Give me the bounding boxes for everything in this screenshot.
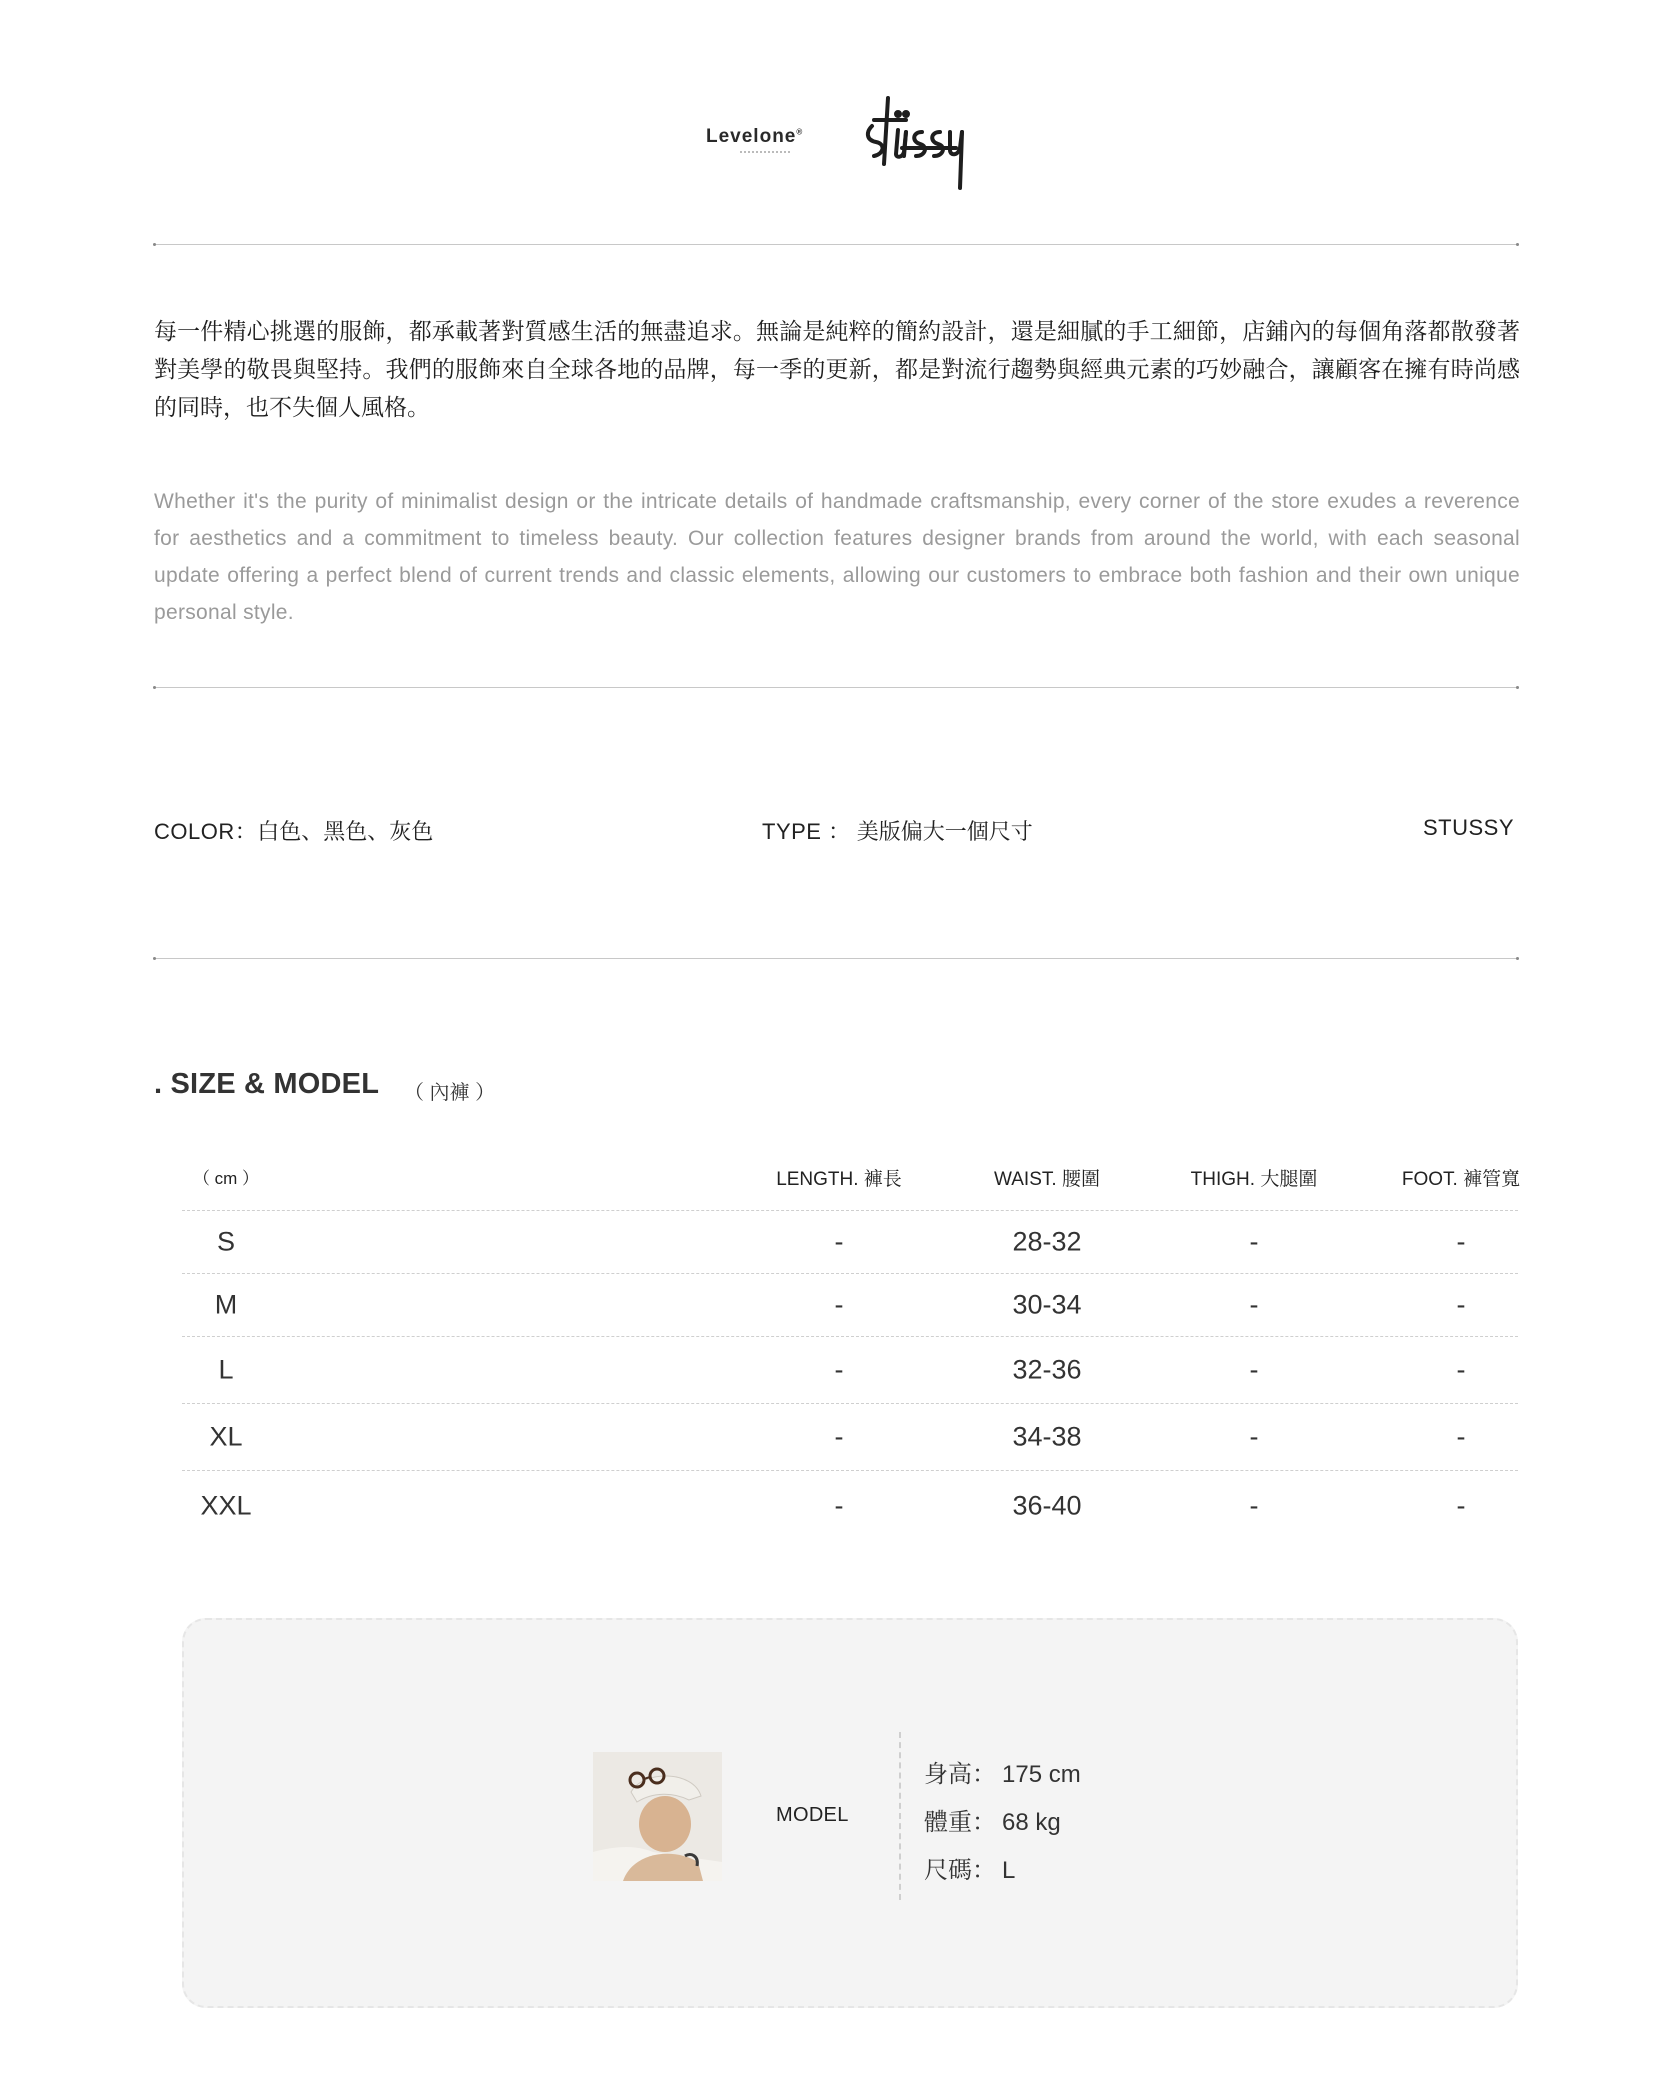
height-label: 身高： bbox=[924, 1761, 996, 1788]
section-title: . SIZE & MODEL bbox=[154, 1068, 380, 1100]
model-card bbox=[182, 1618, 1518, 2008]
column-header-thigh: THIGH. 大腿圍 bbox=[1190, 1169, 1318, 1190]
model-weight bbox=[924, 1802, 1061, 1837]
unit-label: （ cm ） bbox=[192, 1169, 260, 1188]
column-header-length: LENGTH. 褲長 bbox=[776, 1169, 902, 1190]
thigh-cell: - bbox=[1249, 1226, 1259, 1257]
type-label: TYPE ： bbox=[762, 819, 851, 844]
table-row bbox=[182, 1403, 1518, 1470]
height-value: 175 cm bbox=[1002, 1761, 1081, 1788]
size-value: L bbox=[1002, 1857, 1016, 1884]
color-label: COLOR： bbox=[154, 819, 258, 844]
waist-cell: 30-34 bbox=[1012, 1289, 1082, 1320]
thigh-cell: - bbox=[1249, 1490, 1259, 1521]
table-row bbox=[182, 1470, 1518, 1541]
column-header-foot: FOOT. 褲管寬 bbox=[1401, 1169, 1521, 1190]
length-cell: - bbox=[834, 1226, 844, 1257]
model-label: MODEL bbox=[776, 1804, 849, 1826]
length-cell: - bbox=[834, 1354, 844, 1385]
waist-cell: 28-32 bbox=[1012, 1226, 1082, 1257]
type-value: 美版偏大一個尺寸 bbox=[856, 819, 1033, 844]
table-row bbox=[182, 1273, 1518, 1336]
thigh-cell: - bbox=[1249, 1354, 1259, 1385]
waist-cell: 32-36 bbox=[1012, 1354, 1082, 1385]
size-label: 尺碼： bbox=[924, 1857, 996, 1884]
thigh-cell: - bbox=[1249, 1289, 1259, 1320]
description-english: Whether it's the purity of minimalist design or the intricate details of handmade craftsmanship, every corner of the store exudes a reverence for aesthetics and a commitment to timeless beauty. Our collection features designer brands from around the world, with each seasonal update offering a perfect blend of current trends and classic elements, allowing our customers to embrace both fashion and their own unique personal style. bbox=[154, 490, 1520, 624]
table-row bbox=[182, 1336, 1518, 1403]
size-cell: XXL bbox=[200, 1490, 252, 1521]
brand-name: STUSSY bbox=[1422, 815, 1514, 840]
foot-cell: - bbox=[1456, 1289, 1466, 1320]
size-cell: L bbox=[218, 1354, 234, 1385]
waist-cell: 36-40 bbox=[1012, 1490, 1082, 1521]
foot-cell: - bbox=[1456, 1490, 1466, 1521]
description-chinese: 每一件精心挑選的服飾，都承載著對質感生活的無盡追求。無論是純粹的簡約設計，還是細膩的手工細節，店鋪內的每個角落都散發著對美學的敬畏與堅持。我們的服飾來自全球各地的品牌，每一季的更新，都是對流行趨勢與經典元素的巧妙融合，讓顧客在擁有時尚感的同時，也不失個人風格。 bbox=[154, 318, 1520, 420]
weight-label: 體重： bbox=[924, 1809, 996, 1836]
levelone-logo-text: Levelone bbox=[706, 126, 797, 147]
model-height bbox=[924, 1754, 1081, 1789]
divider bbox=[154, 244, 1518, 245]
divider bbox=[154, 958, 1518, 959]
size-cell: S bbox=[216, 1226, 235, 1257]
vertical-divider bbox=[899, 1732, 901, 1900]
column-header-waist: WAIST. 腰圍 bbox=[994, 1169, 1100, 1190]
stussy-logo bbox=[862, 92, 978, 196]
model-photo bbox=[593, 1752, 722, 1881]
thigh-cell: - bbox=[1249, 1421, 1259, 1452]
color-value: 白色、黑色、灰色 bbox=[257, 819, 434, 844]
waist-cell: 34-38 bbox=[1012, 1421, 1082, 1452]
foot-cell: - bbox=[1456, 1226, 1466, 1257]
size-table bbox=[182, 1152, 1521, 1541]
size-cell: M bbox=[214, 1289, 238, 1320]
levelone-logo: Levelone® bbox=[706, 126, 803, 148]
table-header bbox=[182, 1152, 1521, 1210]
weight-value: 68 kg bbox=[1002, 1809, 1061, 1836]
model-size bbox=[924, 1850, 1015, 1885]
length-cell: - bbox=[834, 1289, 844, 1320]
section-subtitle: （ 內褲 ） bbox=[404, 1082, 496, 1104]
length-cell: - bbox=[834, 1490, 844, 1521]
foot-cell: - bbox=[1456, 1421, 1466, 1452]
foot-cell: - bbox=[1456, 1354, 1466, 1385]
color-info bbox=[154, 815, 433, 846]
length-cell: - bbox=[834, 1421, 844, 1452]
type-info bbox=[762, 815, 1033, 846]
size-cell: XL bbox=[209, 1421, 243, 1452]
divider bbox=[154, 687, 1518, 688]
table-row bbox=[182, 1210, 1518, 1273]
